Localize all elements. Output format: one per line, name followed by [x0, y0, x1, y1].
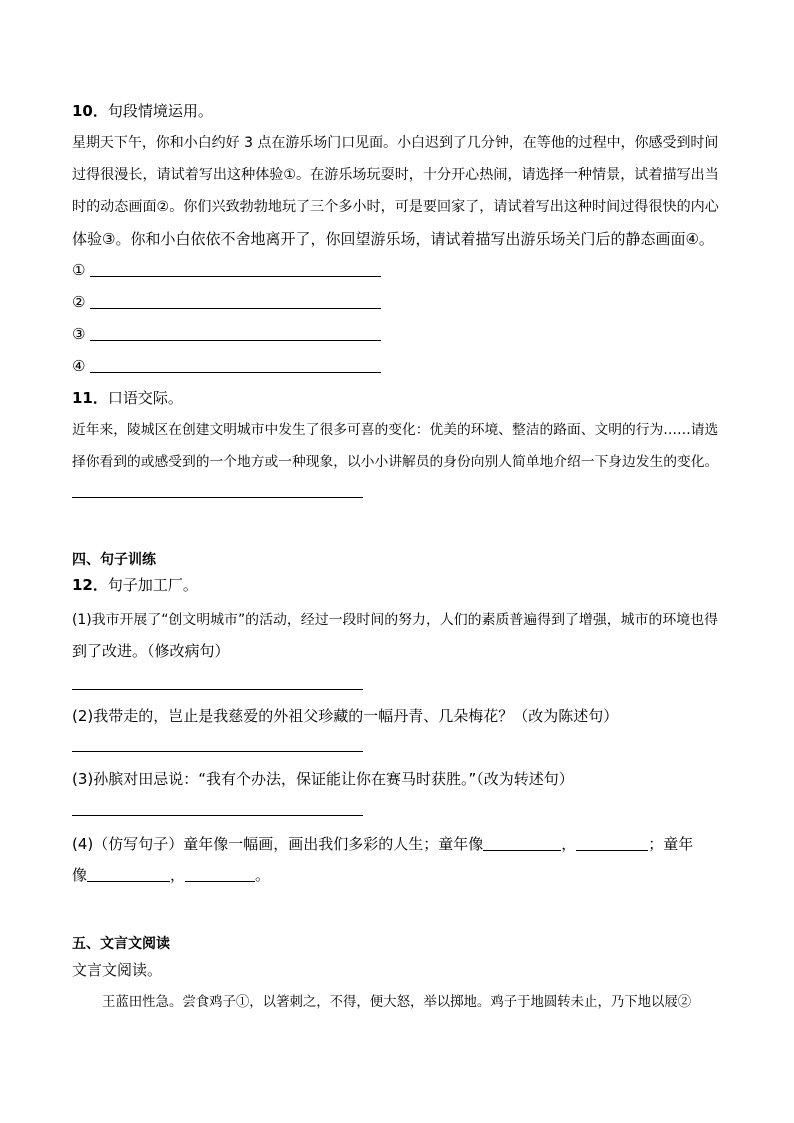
q10-answer-label-3: ③ — [72, 325, 86, 343]
q12-item4-blank-3[interactable] — [87, 880, 170, 882]
q12-header — [72, 575, 198, 595]
q10-answer-label-4: ④ — [72, 357, 86, 375]
q11-line-2: 择你看到的或感受到的一个地方或一种现象，以小小讲解员的身份向别人简单地介绍一下身边发生的变化。 — [72, 454, 719, 470]
q12-item3: (3)孙膑对田忌说：“我有个办法，保证能让你在赛马时获胜。”（改为转述句） — [72, 770, 574, 788]
q10-answer-label-1: ① — [72, 261, 86, 279]
q10-answer-line-3[interactable] — [90, 340, 381, 341]
q12-item3-answer-line[interactable] — [72, 815, 363, 816]
section-4-heading: 四、句子训练 — [72, 552, 156, 568]
q12-item2-answer-line[interactable] — [72, 751, 363, 752]
section-5-heading: 五、文言文阅读 — [72, 936, 170, 952]
q10-answer-line-4[interactable] — [90, 372, 381, 373]
q11-header — [72, 388, 183, 408]
q10-line-2: 过得很漫长，请试着写出这种体验①。在游乐场玩耍时，十分开心热闹，请选择一种情景，试着描写出当 — [72, 167, 719, 183]
q11-number: 11． — [72, 389, 108, 407]
q12-item2: (2)我带走的，岂止是我慈爱的外祖父珍藏的一幅丹青、几朵梅花？（改为陈述句） — [72, 707, 619, 725]
q10-header — [72, 101, 213, 121]
section-5-intro: 文言文阅读。 — [72, 961, 163, 979]
q10-line-4: 体验③。你和小白依依不舍地离开了，你回望游乐场，请试着描写出游乐场关门后的静态画面④。 — [72, 230, 714, 248]
q12-number: 12． — [72, 576, 108, 594]
q11-answer-line[interactable] — [72, 497, 363, 498]
q11-line-1: 近年来，陵城区在创建文明城市中发生了很多可喜的变化：优美的环境、整洁的路面、文明的行为……请选 — [72, 422, 719, 438]
q11-title: 口语交际。 — [107, 389, 183, 407]
q12-item4-prefix: (4)（仿写句子）童年像一幅画，画出我们多彩的人生；童年像 — [72, 835, 484, 853]
q12-item4-line2-start: 像 — [72, 866, 88, 884]
q12-item1-line-2: 到了改进。（修改病句） — [72, 642, 230, 660]
q12-item4-comma-2: ， — [170, 866, 186, 884]
q12-item4-blank-4[interactable] — [185, 880, 255, 882]
q12-item1-line-1: (1)我市开展了“创文明城市”的活动，经过一段时间的努力，人们的素质普遍得到了增强，城市的环境也得 — [72, 612, 718, 628]
q12-item1-answer-line[interactable] — [72, 689, 363, 690]
q10-answer-line-1[interactable] — [90, 276, 381, 277]
q12-item4-semicolon: ；童年 — [648, 835, 694, 853]
q12-item4-comma-1: ， — [561, 835, 577, 853]
q10-line-1: 星期天下午，你和小白约好 3 点在游乐场门口见面。小白迟到了几分钟，在等他的过程中，你感受到时间 — [72, 135, 719, 151]
q10-answer-label-2: ② — [72, 293, 86, 311]
q12-item4-line-2 — [72, 865, 270, 885]
classical-passage: 王蓝田性急。尝食鸡子①，以箸刺之，不得，便大怒，举以掷地。鸡子于地圆转未止，乃下地以屐② — [102, 995, 692, 1010]
q12-title: 句子加工厂。 — [107, 576, 198, 594]
q10-line-3: 时的动态画面②。你们兴致勃勃地玩了三个多小时，可是要回家了，请试着写出这种时间过得很快的内心 — [72, 199, 719, 215]
q12-item4-end: 。 — [255, 866, 271, 884]
q12-item4-blank-1[interactable] — [483, 849, 561, 851]
q12-item4-line-1 — [72, 834, 693, 854]
q10-title: 句段情境运用。 — [107, 102, 213, 120]
q10-answer-line-2[interactable] — [90, 308, 381, 309]
q12-item4-blank-2[interactable] — [576, 849, 648, 851]
q10-number: 10． — [72, 102, 108, 120]
